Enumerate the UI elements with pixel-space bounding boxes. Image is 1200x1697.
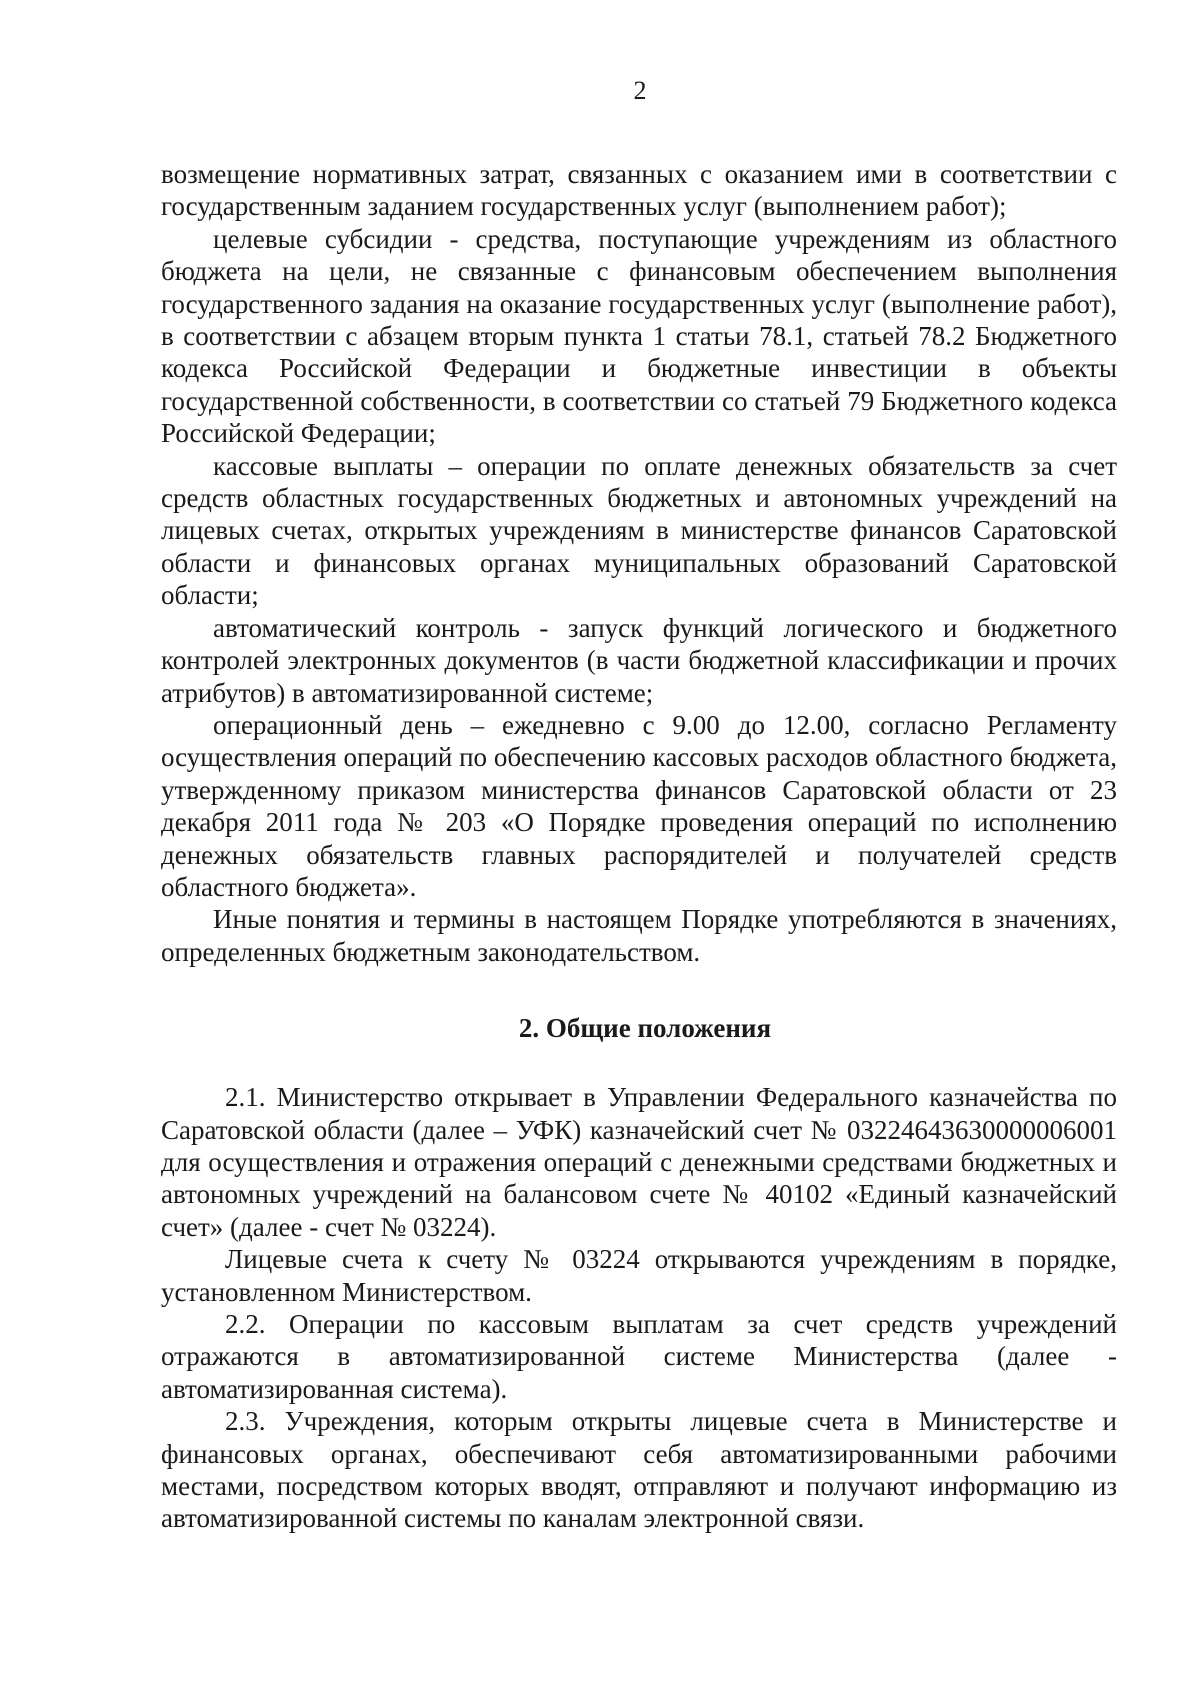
paragraph: операционный день – ежедневно с 9.00 до 12.00, согласно Регламенту осуществления операций по обеспечению кассовых расходов областного бюджета, утвержденному приказом министерства финансов Саратовской области от 23 декабря 2011 года № 203 «О Порядке проведения операций по исполнению денежных обязательств главных распорядителей и получателей средств областного бюджета». [161, 709, 1117, 902]
paragraph: Иные понятия и термины в настоящем Порядке употребляются в значениях, определенных бюджетным законодательством. [161, 904, 1117, 967]
paragraph: 2.3. Учреждения, которым открыты лицевые счета в Министерстве и финансовых органах, обеспечивают себя автоматизированными рабочими местами, посредством которых вводят, отправляют и получают информацию из автоматизированной системы по каналам электронной связи. [161, 1406, 1117, 1534]
paragraph: автоматический контроль - запуск функций логического и бюджетного контролей электронных документов (в части бюджетной классификации и прочих атрибутов) в автоматизированной системе; [161, 612, 1117, 708]
paragraph: целевые субсидии - средства, поступающие учреждениям из областного бюджета на цели, не связанные с финансовым обеспечением выполнения государственного задания на оказание государственных услуг (выполнение работ), в соответствии с абзацем вторым пункта 1 статьи 78.1, статьей 78.2 Бюджетного кодекса Российской Федерации и бюджетные инвестиции в объекты государственной собственности, в соответствии со статьей 79 Бюджетного кодекса Российской Федерации; [161, 223, 1117, 449]
paragraph: возмещение нормативных затрат, связанных с оказанием ими в соответствии с государственным заданием государственных услуг (выполнением работ); [161, 159, 1117, 222]
paragraph: Лицевые счета к счету № 03224 открываются учреждениям в порядке, установленном Министерством. [161, 1244, 1117, 1307]
paragraph: 2.2. Операции по кассовым выплатам за счет средств учреждений отражаются в автоматизированной системе Министерства (далее - автоматизированная система). [161, 1309, 1117, 1404]
document-body [161, 158, 1117, 1535]
paragraph: 2.1. Министерство открывает в Управлении Федерального казначейства по Саратовской области (далее – УФК) казначейский счет № 03224643630000006001 для осуществления и отражения операций с денежными средствами бюджетных и автономных учреждений на балансовом счете № 40102 «Единый казначейский счет» (далее - счет № 03224). [161, 1082, 1117, 1242]
section-title: 2. Общие положения [518, 1013, 772, 1044]
paragraph: кассовые выплаты – операции по оплате денежных обязательств за счет средств областных государственных бюджетных и автономных учреждений на лицевых счетах, открытых учреждениям в министерстве финансов Саратовской области и финансовых органах муниципальных образований Саратовской области; [161, 450, 1117, 611]
page-number: 2 [633, 76, 647, 105]
